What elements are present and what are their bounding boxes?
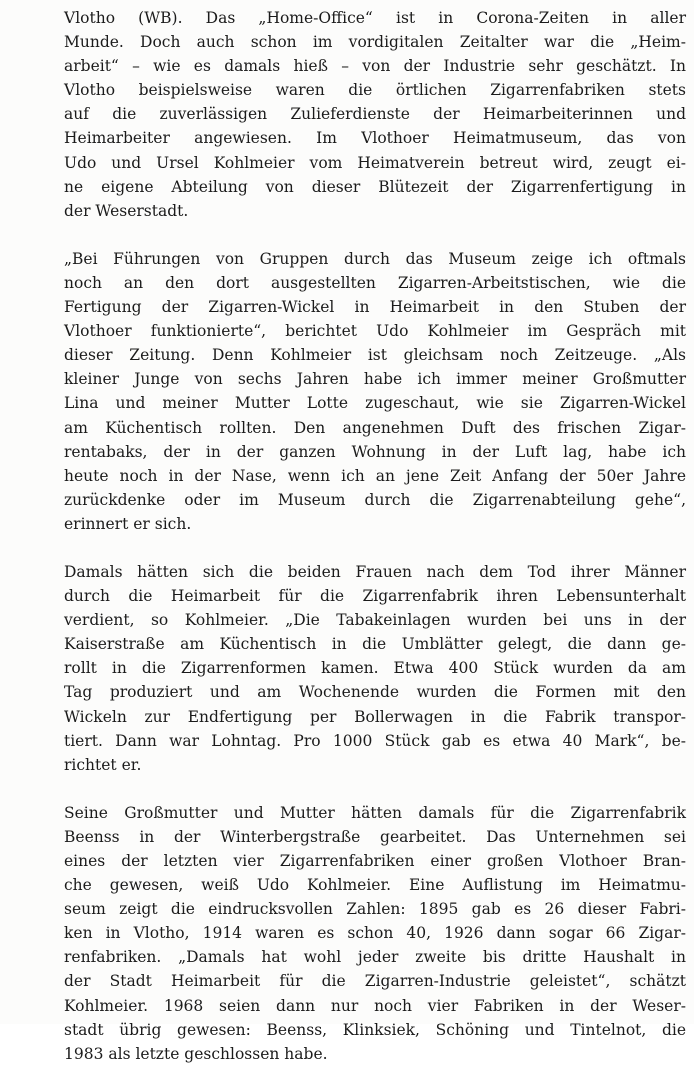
text-line: Seine Großmutter und Mutter hätten damals für die Zigarrenfabrik — [64, 803, 686, 822]
text-line: der Weserstadt. — [64, 201, 189, 220]
text-line: Munde. Doch auch schon im vordigitalen Zeitalter war die „Heim- — [64, 33, 686, 52]
text-line: richtet er. — [64, 755, 142, 774]
text-line: dieser Zeitung. Denn Kohlmeier ist gleichsam noch Zeitzeuge. „Als — [64, 346, 686, 365]
text-line: Vlotho beispielsweise waren die örtlichen Zigarrenfabriken stets — [64, 81, 686, 100]
text-line: heute noch in der Nase, wenn ich an jene Zeit Anfang der 50er Jahre — [64, 466, 686, 485]
text-line: am Küchentisch rollten. Den angenehmen Duft des frischen Zigar- — [64, 418, 686, 437]
paragraph-3 — [64, 560, 686, 777]
text-line: tiert. Dann war Lohntag. Pro 1000 Stück gab es etwa 40 Mark“, be- — [64, 731, 686, 750]
text-line: durch die Heimarbeit für die Zigarrenfabrik ihren Lebensunterhalt — [64, 587, 686, 606]
text-line: che gewesen, weiß Udo Kohlmeier. Eine Auflistung im Heimatmu- — [64, 876, 686, 895]
text-line: kleiner Junge von sechs Jahren habe ich immer meiner Großmutter — [64, 370, 686, 389]
text-line: stadt übrig gewesen: Beenss, Klinksiek, Schöning und Tintelnot, die — [64, 1020, 686, 1039]
text-line: ne eigene Abteilung von dieser Blütezeit der Zigarrenfertigung in — [64, 177, 686, 196]
text-line: eines der letzten vier Zigarrenfabriken einer großen Vlothoer Bran- — [64, 852, 686, 870]
text-line: noch an den dort ausgestellten Zigarren-Arbeitstischen, wie die — [64, 273, 686, 292]
text-line: Udo und Ursel Kohlmeier vom Heimatverein betreut wird, zeugt ei- — [64, 153, 686, 172]
text-line: rentabaks, der in der ganzen Wohnung in der Luft lag, habe ich — [64, 442, 686, 461]
text-line: renfabriken. „Damals hat wohl jeder zweite bis dritte Haushalt in — [64, 948, 686, 967]
text-line: zurückdenke oder im Museum durch die Zigarrenabteilung gehe“, — [64, 490, 686, 509]
text-line: Vlothoer funktionierte“, berichtet Udo Kohlmeier im Gespräch mit — [64, 322, 686, 341]
article-body — [64, 6, 686, 1090]
text-line: Heimarbeiter angewiesen. Im Vlothoer Heimatmuseum, das von — [64, 129, 686, 148]
paragraph-2 — [64, 247, 686, 536]
text-line: verdient, so Kohlmeier. „Die Tabakeinlagen wurden bei uns in der — [64, 611, 686, 630]
text-line: Damals hätten sich die beiden Frauen nach dem Tod ihrer Männer — [64, 562, 686, 581]
text-line: rollt in die Zigarrenformen kamen. Etwa 400 Stück wurden da am — [64, 659, 686, 678]
text-line: auf die zuverlässigen Zulieferdienste der Heimarbeiterinnen und — [64, 105, 686, 124]
text-line: Beenss in der Winterbergstraße gearbeitet. Das Unternehmen sei — [64, 827, 686, 846]
text-line: Tag produziert und am Wochenende wurden die Formen mit den — [64, 683, 686, 702]
text-line: ken in Vlotho, 1914 waren es schon 40, 1926 dann sogar 66 Zigar- — [64, 924, 686, 943]
text-line: 1983 als letzte geschlossen habe. — [64, 1044, 328, 1063]
text-line: Wickeln zur Endfertigung per Bollerwagen in die Fabrik transpor- — [64, 707, 686, 726]
text-line: der Stadt Heimarbeit für die Zigarren-Industrie geleistet“, schätzt — [64, 972, 686, 991]
text-line: erinnert er sich. — [64, 514, 192, 533]
text-line: „Bei Führungen von Gruppen durch das Museum zeige ich oftmals — [64, 249, 686, 268]
text-line: arbeit“ – wie es damals hieß – von der Industrie sehr geschätzt. In — [64, 57, 686, 76]
text-line: seum zeigt die eindrucksvollen Zahlen: 1895 gab es 26 dieser Fabri- — [64, 900, 686, 919]
text-line: Kohlmeier. 1968 seien dann nur noch vier Fabriken in der Weser- — [64, 996, 686, 1015]
paragraph-1 — [64, 6, 686, 223]
text-line: Fertigung der Zigarren-Wickel in Heimarbeit in den Stuben der — [64, 298, 686, 317]
paragraph-4 — [64, 801, 686, 1066]
text-line: Kaiserstraße am Küchentisch in die Umblätter gelegt, die dann ge- — [64, 635, 686, 654]
text-line: Vlotho (WB). Das „Home-Office“ ist in Corona-Zeiten in aller — [64, 9, 686, 27]
text-line: Lina und meiner Mutter Lotte zugeschaut, wie sie Zigarren-Wickel — [64, 394, 686, 413]
